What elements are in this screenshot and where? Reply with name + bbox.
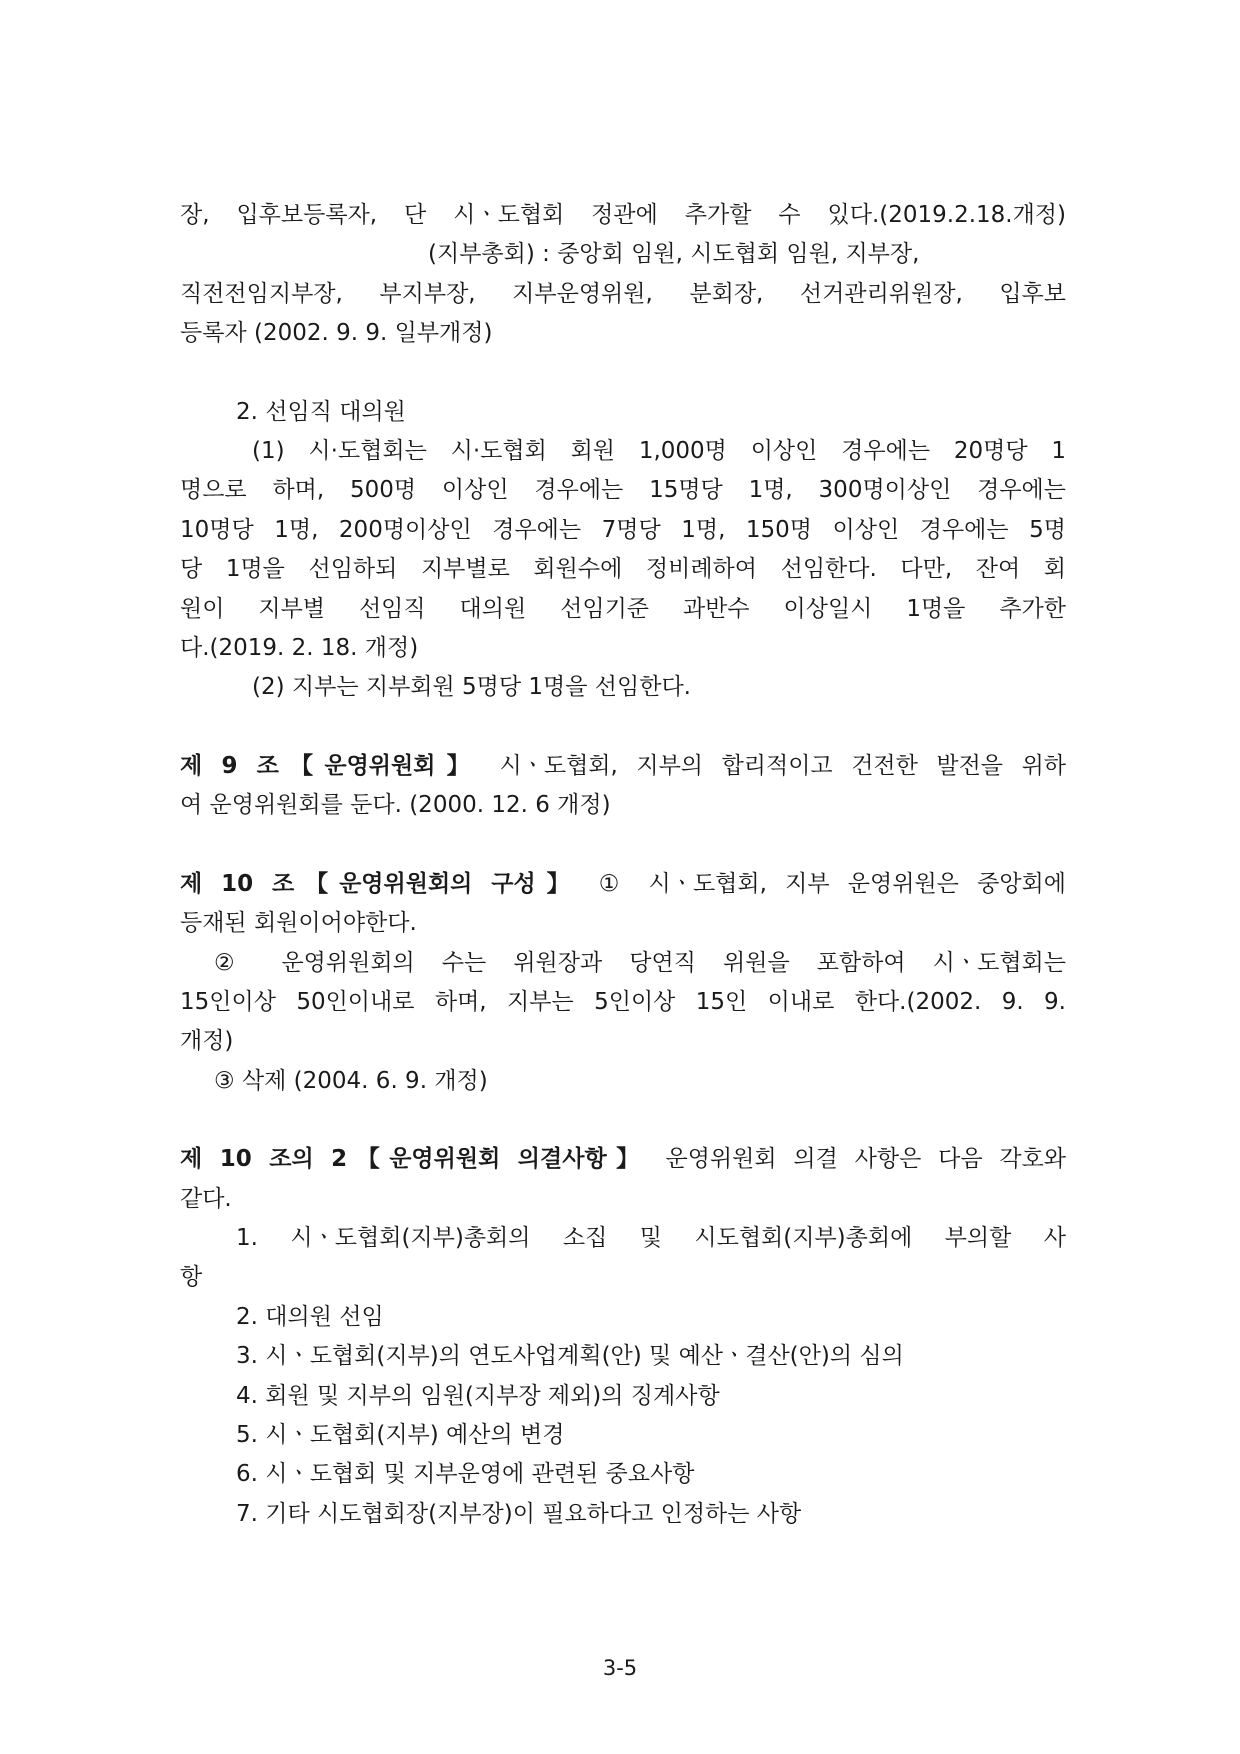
article-9-line-2: 여 운영위원회를 둔다. (2000. 12. 6 개정) bbox=[180, 792, 611, 819]
article-10-clause-2-line-3: 개정) bbox=[180, 1028, 234, 1055]
intro-line-1: 장, 입후보등록자, 단 시ㆍ도협회 정관에 추가할 수 있다.(2019.2.18.개정) bbox=[180, 202, 1066, 228]
article-10-clause-1-line-2: 등재된 회원이어야한다. bbox=[180, 910, 417, 937]
list-item: 7. 기타 시도협회장(지부장)이 필요하다고 인정하는 사항 bbox=[236, 1500, 802, 1527]
list-item: 2. 대의원 선임 bbox=[236, 1303, 384, 1330]
section-2-p2: (2) 지부는 지부회원 5명당 1명을 선임한다. bbox=[252, 674, 691, 701]
section-2-heading: 2. 선임직 대의원 bbox=[236, 398, 406, 425]
article-10-clause-2-line-1: ② 운영위원회의 수는 위원장과 당연직 위원을 포함하여 시ㆍ도협회는 bbox=[214, 949, 1066, 976]
spacer bbox=[180, 708, 1066, 747]
section-2-p1-line-1: (1) 시·도협회는 시·도협회 회원 1,000명 이상인 경우에는 20명당 1 bbox=[252, 438, 1066, 465]
intro-line-3: 직전전임지부장, 부지부장, 지부운영위원, 분회장, 선거관리위원장, 입후보 bbox=[180, 280, 1066, 307]
article-9-line-1 bbox=[180, 747, 1066, 786]
article-10-2-line-1 bbox=[180, 1140, 1066, 1179]
section-2-p1-line-5: 원이 지부별 선임직 대의원 선임기준 과반수 이상일시 1명을 추가한 bbox=[180, 595, 1066, 622]
list-item: 3. 시ㆍ도협회(지부)의 연도사업계획(안) 및 예산ㆍ결산(안)의 심의 bbox=[236, 1343, 904, 1370]
section-2-p1-line-3: 10명당 1명, 200명이상인 경우에는 7명당 1명, 150명 이상인 경우에는 5명 bbox=[180, 516, 1066, 543]
list-item: 항 bbox=[180, 1264, 203, 1291]
article-10-line-1 bbox=[180, 865, 1066, 904]
page-number: 3-5 bbox=[602, 1656, 638, 1680]
list-item: 1. 시ㆍ도협회(지부)총회의 소집 및 시도협회(지부)총회에 부의할 사 bbox=[236, 1224, 1066, 1251]
section-2-p1-line-2: 명으로 하며, 500명 이상인 경우에는 15명당 1명, 300명이상인 경우에는 bbox=[180, 477, 1066, 504]
list-item: 4. 회원 및 지부의 임원(지부장 제외)의 징계사항 bbox=[236, 1382, 720, 1409]
section-2-p1-line-6: 다.(2019. 2. 18. 개정) bbox=[180, 635, 419, 662]
article-10-clause-3: ③ 삭제 (2004. 6. 9. 개정) bbox=[214, 1067, 488, 1094]
list-item: 6. 시ㆍ도협회 및 지부운영에 관련된 중요사항 bbox=[236, 1461, 695, 1488]
spacer bbox=[180, 1101, 1066, 1140]
article-10-2-title: 제 10 조의 2【운영위원회 의결사항】 bbox=[180, 1146, 649, 1173]
article-9-text-1: 시ㆍ도협회, 지부의 합리적이고 건전한 발전을 위하 bbox=[499, 752, 1067, 779]
intro-line-4: 등록자 (2002. 9. 9. 일부개정) bbox=[180, 320, 493, 347]
article-10-title: 제 10 조【운영위원회의 구성】 bbox=[180, 870, 581, 897]
article-10-2-text-1: 운영위원회 의결 사항은 다음 각호와 bbox=[665, 1146, 1067, 1173]
document-page bbox=[180, 196, 1066, 1534]
section-2-p1-line-4: 당 1명을 선임하되 지부별로 회원수에 정비례하여 선임한다. 다만, 잔여 회 bbox=[180, 556, 1066, 583]
article-10-clause-2-line-2: 15인이상 50인이내로 하며, 지부는 5인이상 15인 이내로 한다.(2002. 9. 9. bbox=[180, 988, 1066, 1015]
intro-line-2: (지부총회) : 중앙회 임원, 시도협회 임원, 지부장, bbox=[428, 241, 920, 268]
spacer bbox=[180, 826, 1066, 865]
article-10-clause-1-text: ① 시ㆍ도협회, 지부 운영위원은 중앙회에 bbox=[598, 870, 1066, 897]
article-9-title: 제 9 조【운영위원회】 bbox=[180, 752, 481, 779]
list-item: 5. 시ㆍ도협회(지부) 예산의 변경 bbox=[236, 1421, 565, 1448]
spacer bbox=[180, 354, 1066, 393]
article-10-2-line-2: 같다. bbox=[180, 1185, 232, 1212]
